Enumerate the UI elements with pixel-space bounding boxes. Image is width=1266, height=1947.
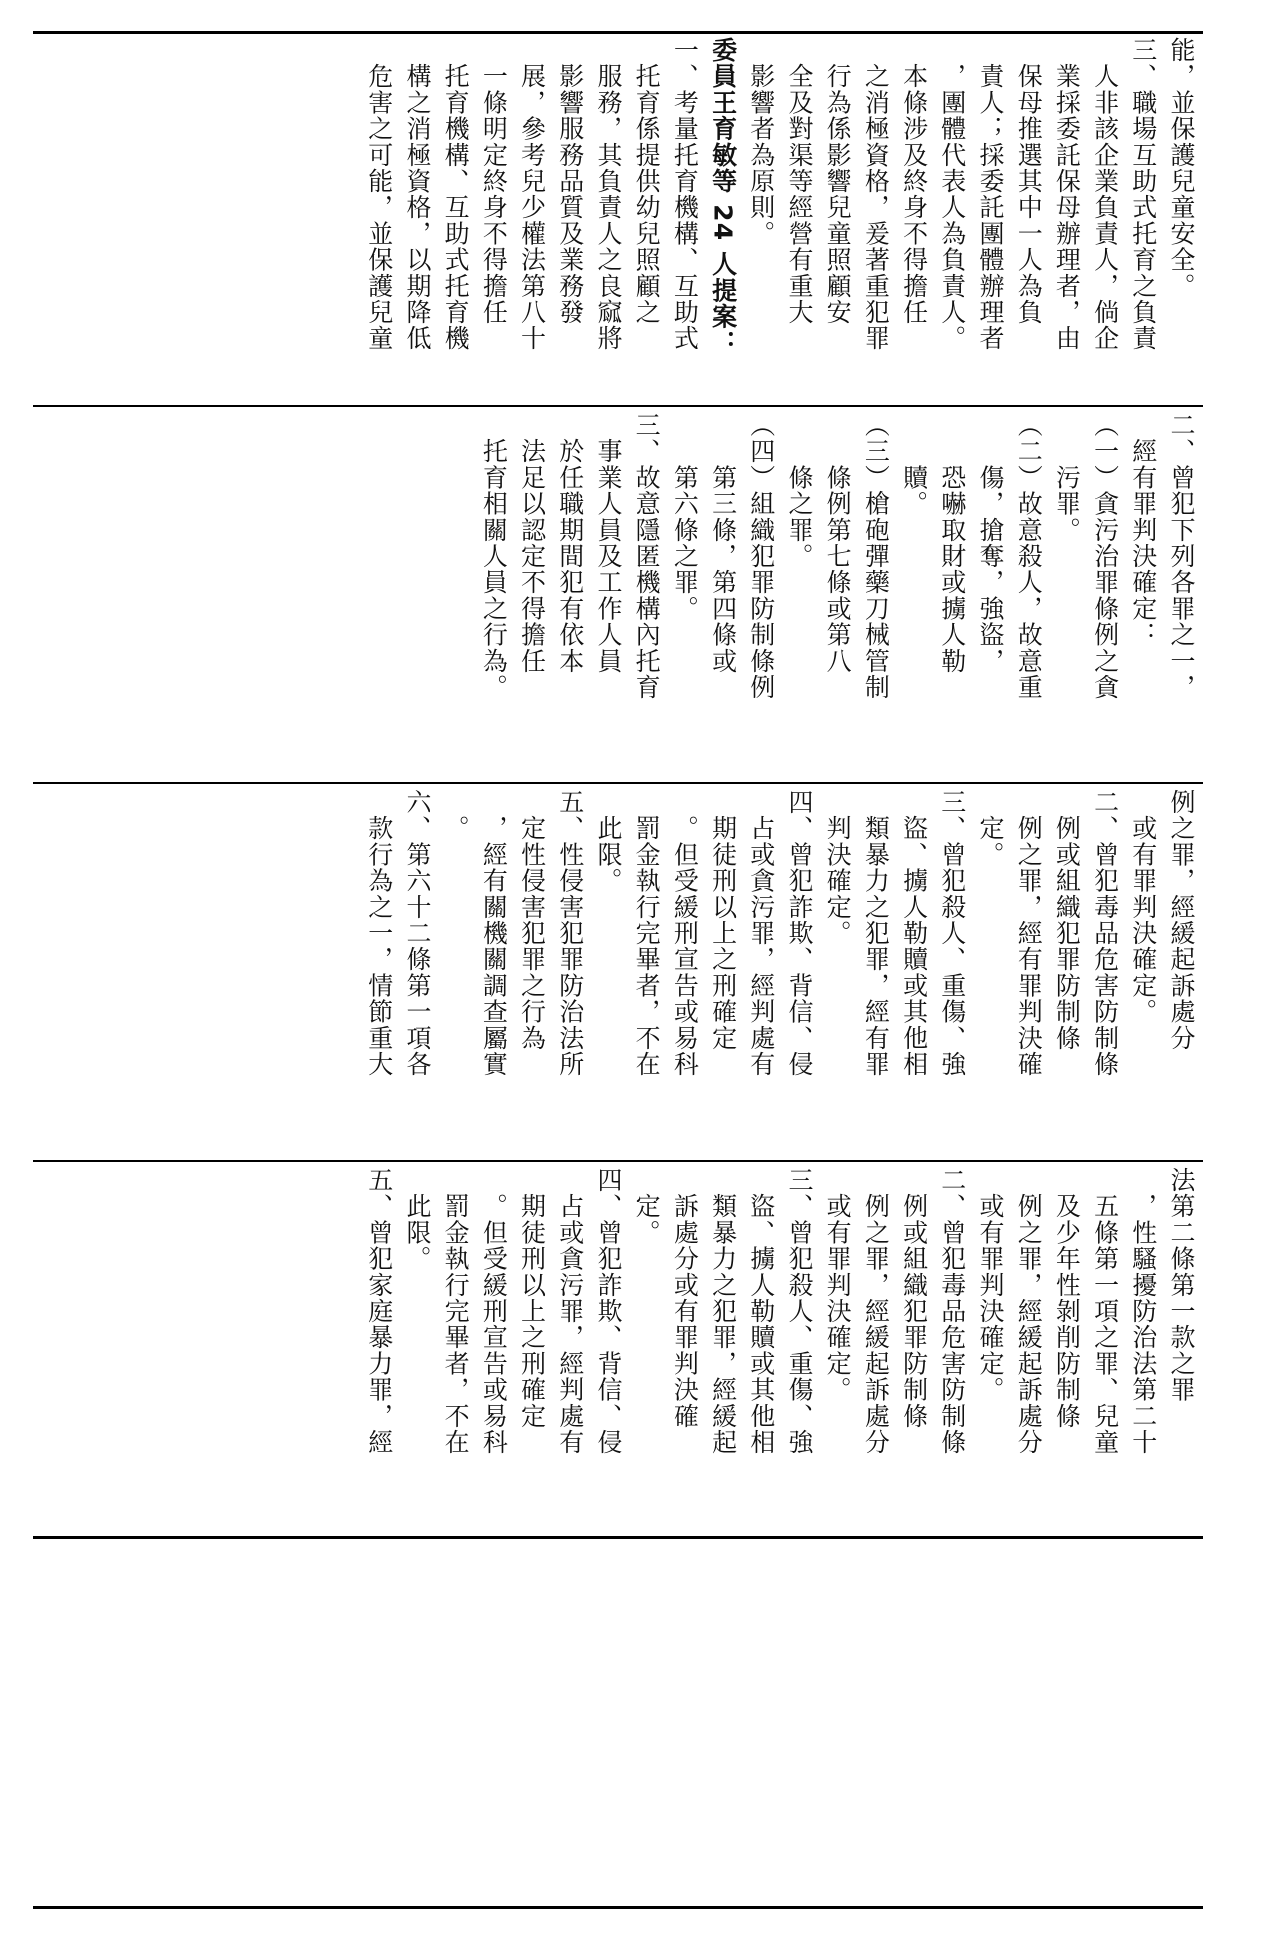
text-line: 一條明定終身不得擔任: [479, 37, 509, 326]
text-line: 構之消極資格，以期降低: [402, 37, 432, 352]
text-line: 恐嚇取財或擄人勒: [937, 412, 967, 674]
text-line: 條之罪。: [784, 412, 814, 570]
text-line: 三、曾犯殺人、重傷、強: [784, 1167, 814, 1456]
text-line: 展，參考兒少權法第八十: [517, 37, 547, 352]
text-line: 類暴力之犯罪，經緩起: [708, 1167, 738, 1456]
rule-page-bottom: [33, 1906, 1203, 1909]
text-line: 盜、擄人勒贖或其他相: [899, 789, 929, 1078]
text-line: 三、職場互助式托育之負責: [1128, 37, 1158, 352]
text-line: 經有罪判決確定：: [1128, 412, 1158, 648]
text-column: [360, 37, 1200, 399]
text-line: 或有罪判決確定。: [823, 1167, 853, 1403]
text-line: 法足以認定不得擔任: [517, 412, 547, 674]
text-line: 例或組織犯罪防制條: [1052, 789, 1082, 1051]
text-line: （四）組織犯罪防制條例: [746, 412, 776, 701]
text-line: 托育機構、互助式托育機: [441, 37, 471, 352]
text-line: 及少年性剝削防制條: [1052, 1167, 1082, 1429]
text-line: 責人；採委託團體辦理者: [975, 37, 1005, 352]
text-block-crimes-d: [40, 1167, 1200, 1530]
text-line: 罰金執行完畢者，不在: [632, 789, 662, 1078]
text-line: 影響服務品質及業務發: [555, 37, 585, 326]
text-line: 之消極資格，爰著重犯罪: [861, 37, 891, 352]
text-line: 例之罪，經緩起訴處分: [861, 1167, 891, 1456]
text-line: 盜、擄人勒贖或其他相: [746, 1167, 776, 1456]
text-column: [474, 412, 1200, 776]
text-line: 二、曾犯毒品危害防制條: [1090, 789, 1120, 1078]
text-line: 定性侵害犯罪之行為: [517, 789, 547, 1051]
text-line: 。: [441, 789, 471, 842]
text-line: 占或貪污罪，經判處有: [746, 789, 776, 1078]
text-block-proposal: [40, 37, 1200, 399]
text-line: 例之罪，經緩起訴處分: [1167, 789, 1196, 1051]
text-line: 此限。: [593, 789, 623, 894]
text-line: ，性騷擾防治法第二十: [1128, 1167, 1158, 1456]
text-line: 條例第七條或第八: [823, 412, 853, 674]
rule-top: [33, 31, 1203, 34]
text-line: ，經有關機關調查屬實: [479, 789, 509, 1078]
text-line: 例之罪，經有罪判決確: [1014, 789, 1044, 1078]
text-line: 三、故意隱匿機構內托育: [632, 412, 662, 701]
text-line: 事業人員及工作人員: [593, 412, 623, 674]
text-line: 二、曾犯下列各罪之一，: [1167, 412, 1196, 701]
text-line: 或有罪判決確定。: [975, 1167, 1005, 1403]
text-line: （二）故意殺人，故意重: [1014, 412, 1044, 701]
text-line: 例或組織犯罪防制條: [899, 1167, 929, 1429]
text-line: 本條涉及終身不得擔任: [899, 37, 929, 326]
text-line: （一）貪污治罪條例之貪: [1090, 412, 1120, 701]
text-line: 類暴力之犯罪，經有罪: [861, 789, 891, 1078]
text-block-crimes-a: [40, 789, 1200, 1153]
text-column: [360, 1167, 1200, 1530]
text-line: 第三條，第四條或: [708, 412, 738, 674]
text-line: 四、曾犯詐欺、背信、侵: [784, 789, 814, 1078]
text-line: 於任職期間犯有依本: [555, 412, 585, 674]
text-line: 。但受緩刑宣告或易科: [479, 1167, 509, 1456]
text-line: 全及對渠等經營有重大: [784, 37, 814, 326]
text-line: ，團體代表人為負責人。: [937, 37, 967, 352]
text-line: 第六條之罪。: [670, 412, 700, 622]
text-line: 能，並保護兒童安全。: [1167, 37, 1196, 299]
rule-mid-3: [33, 1160, 1203, 1162]
text-block-offenses: [40, 412, 1200, 776]
text-line: 業採委託保母辦理者，由: [1052, 37, 1082, 352]
text-line: 托育相關人員之行為。: [479, 412, 509, 701]
text-line: 例之罪，經緩起訴處分: [1014, 1167, 1044, 1456]
text-line: 影響者為原則。: [746, 37, 776, 247]
text-line: 款行為之一，情節重大: [364, 789, 394, 1078]
rule-mid-1: [33, 405, 1203, 407]
text-line: 傷，搶奪，強盜，: [975, 412, 1005, 674]
text-line: 期徒刑以上之刑確定: [708, 789, 738, 1051]
text-line: 危害之可能，並保護兒童: [364, 37, 394, 352]
text-line: 定。: [975, 789, 1005, 868]
rule-mid-2: [33, 782, 1203, 784]
text-line: 保母推選其中一人為負: [1014, 37, 1044, 326]
text-line: 三、曾犯殺人、重傷、強: [937, 789, 967, 1078]
text-line: 六、第六十二條第一項各: [402, 789, 432, 1078]
text-line: 定。: [632, 1167, 662, 1246]
text-column: [360, 789, 1200, 1153]
text-line: 罰金執行完畢者，不在: [441, 1167, 471, 1456]
text-line: 服務，其負責人之良窳將: [593, 37, 623, 352]
text-line: 五、性侵害犯罪防治法所: [555, 789, 585, 1078]
text-line: 五、曾犯家庭暴力罪，經: [364, 1167, 394, 1456]
text-line: 行為係影響兒童照顧安: [823, 37, 853, 326]
text-line: 此限。: [402, 1167, 432, 1272]
text-line: 法第二條第一款之罪: [1167, 1167, 1196, 1403]
text-line: 人非該企業負責人，倘企: [1090, 37, 1120, 352]
text-line: 委員王育敏等 24 人提案：: [708, 37, 738, 356]
text-line: 贖。: [899, 412, 929, 517]
text-line: （三）槍砲彈藥刀械管制: [861, 412, 891, 701]
text-line: 判決確定。: [823, 789, 853, 947]
text-line: 或有罪判決確定。: [1128, 789, 1158, 1025]
text-line: 訴處分或有罪判決確: [670, 1167, 700, 1429]
text-line: 四、曾犯詐欺、背信、侵: [593, 1167, 623, 1456]
text-line: 期徒刑以上之刑確定: [517, 1167, 547, 1429]
text-line: 托育係提供幼兒照顧之: [632, 37, 662, 326]
text-line: 污罪。: [1052, 412, 1082, 543]
text-line: 。但受緩刑宣告或易科: [670, 789, 700, 1078]
text-line: 五條第一項之罪、兒童: [1090, 1167, 1120, 1456]
rule-bottom-table: [33, 1536, 1203, 1539]
text-line: 一、考量托育機構、互助式: [670, 37, 700, 352]
text-line: 占或貪污罪，經判處有: [555, 1167, 585, 1456]
text-line: 二、曾犯毒品危害防制條: [937, 1167, 967, 1456]
